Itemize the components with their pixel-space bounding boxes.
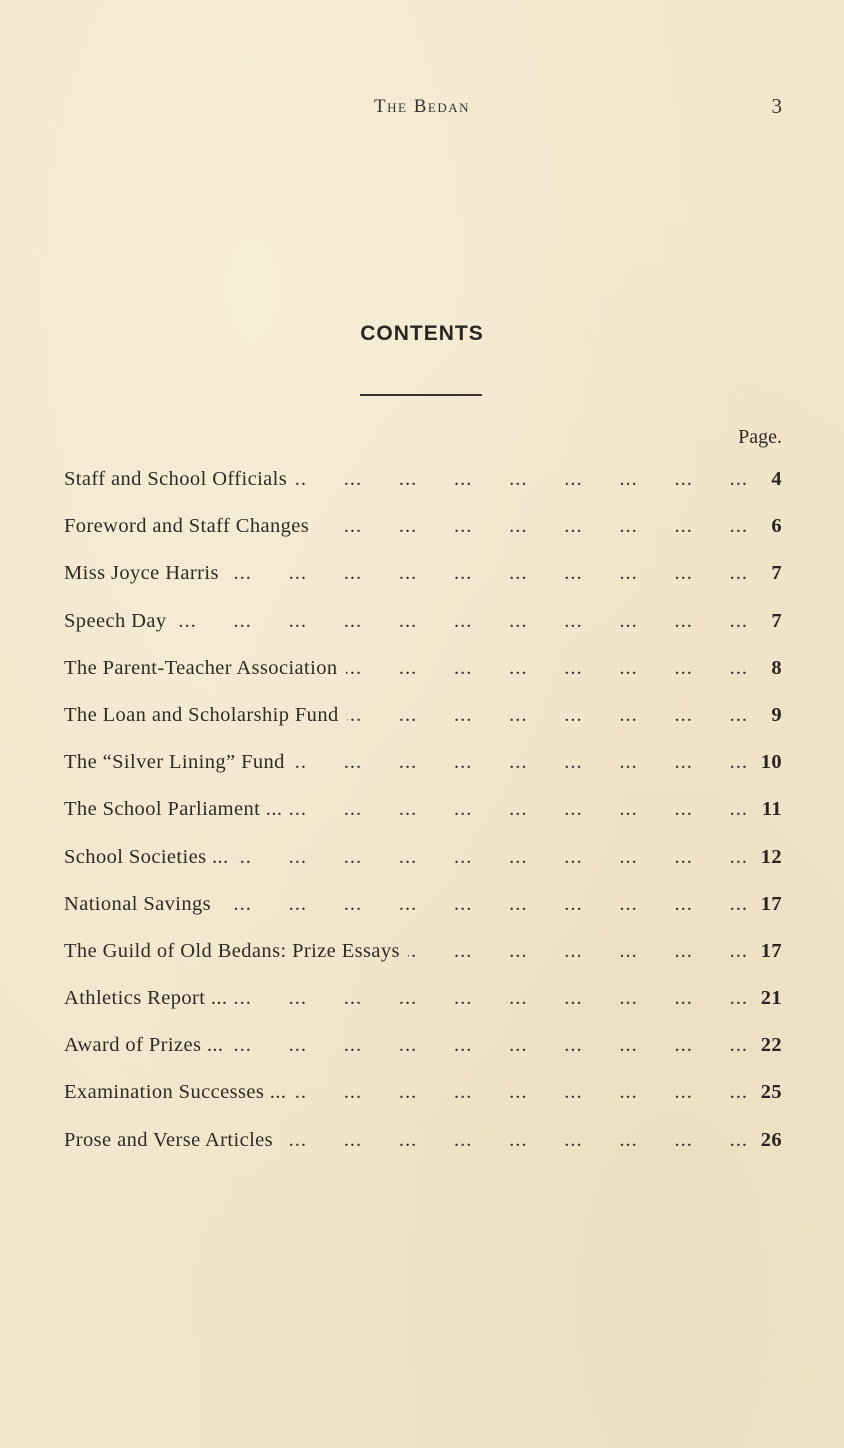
dot-leader bbox=[347, 704, 748, 727]
toc-entry bbox=[64, 1129, 782, 1176]
toc-entry-title: School Societies ... bbox=[64, 845, 229, 868]
dot-leader bbox=[231, 1034, 748, 1057]
toc-entry-page: 11 bbox=[761, 798, 782, 821]
dot-leader bbox=[408, 940, 748, 963]
dot-leader bbox=[227, 562, 748, 585]
toc-entry-title: Examination Successes ... bbox=[64, 1081, 287, 1104]
toc-entry bbox=[64, 657, 782, 704]
toc-entry-title: Foreword and Staff Changes bbox=[64, 515, 310, 538]
toc-entry-title: Staff and School Officials bbox=[64, 468, 288, 490]
heading-rule bbox=[360, 394, 482, 396]
toc-entry-title: The Parent-Teacher Association bbox=[64, 656, 338, 679]
dot-leader bbox=[295, 468, 748, 491]
dot-leader bbox=[317, 515, 748, 538]
toc-entry-page: 4 bbox=[771, 468, 782, 490]
toc-entry bbox=[64, 751, 782, 798]
toc-entry bbox=[64, 798, 782, 845]
toc-entry-title: Miss Joyce Harris bbox=[64, 562, 219, 585]
toc-entry-title: National Savings bbox=[64, 892, 212, 915]
toc-entry-title: Award of Prizes ... bbox=[64, 1034, 224, 1057]
toc-entry-page: 7 bbox=[771, 562, 782, 585]
toc-entry-page: 26 bbox=[760, 1128, 782, 1151]
dot-leader bbox=[290, 798, 748, 821]
toc-entry-title: Athletics Report ... bbox=[64, 987, 228, 1010]
toc-entry bbox=[64, 1081, 782, 1128]
toc-entry bbox=[64, 704, 782, 751]
toc-entry bbox=[64, 562, 782, 609]
toc-entry-title: Prose and Verse Articles bbox=[64, 1128, 274, 1151]
dot-leader bbox=[219, 893, 748, 916]
toc-entry-page: 10 bbox=[760, 751, 782, 774]
toc-entry-page: 17 bbox=[760, 939, 782, 962]
toc-entry-page: 25 bbox=[760, 1081, 782, 1104]
toc-entry bbox=[64, 987, 782, 1034]
toc-entry bbox=[64, 1034, 782, 1081]
toc-entry-page: 17 bbox=[760, 892, 782, 915]
toc-entry-title: Speech Day bbox=[64, 609, 167, 632]
running-title: The Bedan bbox=[374, 96, 470, 117]
page-column-label: Page. bbox=[738, 426, 782, 448]
toc-entry-page: 6 bbox=[771, 515, 782, 538]
table-of-contents bbox=[64, 468, 782, 1176]
dot-leader bbox=[174, 610, 748, 633]
page-number: 3 bbox=[771, 94, 782, 118]
toc-entry bbox=[64, 515, 782, 562]
dot-leader bbox=[346, 657, 748, 680]
toc-entry-title: The Guild of Old Bedans: Prize Essays bbox=[64, 939, 400, 962]
toc-entry bbox=[64, 846, 782, 893]
toc-entry bbox=[64, 610, 782, 657]
toc-entry-page: 12 bbox=[760, 845, 782, 868]
toc-entry bbox=[64, 940, 782, 987]
toc-entry-title: The School Parliament ... bbox=[64, 798, 283, 821]
toc-entry-page: 7 bbox=[771, 609, 782, 632]
contents-heading: CONTENTS bbox=[360, 322, 484, 345]
dot-leader bbox=[293, 751, 748, 774]
toc-entry bbox=[64, 893, 782, 940]
dot-leader bbox=[235, 987, 748, 1010]
dot-leader bbox=[281, 1129, 748, 1152]
dot-leader bbox=[237, 846, 748, 869]
toc-entry-title: The “Silver Lining” Fund bbox=[64, 751, 285, 774]
toc-entry bbox=[64, 468, 782, 515]
toc-entry-page: 21 bbox=[760, 987, 782, 1010]
toc-entry-page: 22 bbox=[760, 1034, 782, 1057]
toc-entry-page: 9 bbox=[771, 703, 782, 726]
toc-entry-title: The Loan and Scholarship Fund bbox=[64, 703, 339, 726]
toc-entry-page: 8 bbox=[771, 656, 782, 679]
dot-leader bbox=[294, 1081, 748, 1104]
